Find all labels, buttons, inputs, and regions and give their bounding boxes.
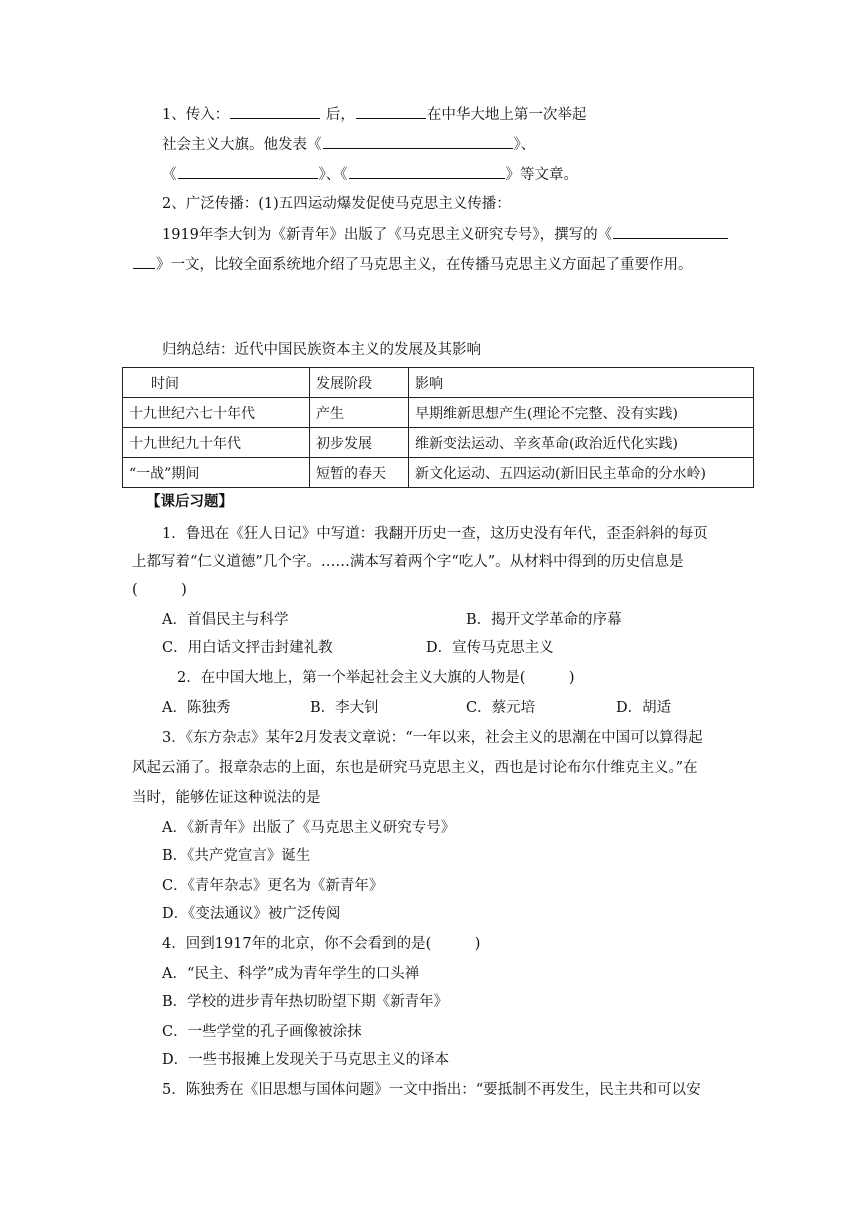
fill-blank: [230, 104, 320, 119]
option-c: C．一些学堂的孔子画像被涂抹: [162, 1024, 362, 1040]
table-header-row: [123, 368, 754, 398]
fill-blank: [323, 134, 513, 149]
table-cell: 短暂的春天: [310, 458, 409, 488]
question-5-line1: 5．陈独秀在《旧思想与国体问题》一文中指出：“要抵制不再发生，民主共和可以安: [162, 1082, 701, 1098]
table-cell: 初步发展: [310, 428, 409, 458]
table-header: 时间: [123, 368, 310, 398]
item1-line2: [162, 134, 535, 155]
option-b: B．《共产党宣言》诞生: [162, 848, 311, 864]
table-row: [123, 458, 754, 488]
text-segment: 社会主义大旗。他发表《: [162, 137, 322, 153]
text-segment: 》、: [513, 137, 536, 153]
fill-blank: [133, 254, 155, 269]
table-cell: 产生: [310, 398, 409, 428]
table-row: [123, 398, 754, 428]
option-d: D．一些书报摊上发现关于马克思主义的译本: [162, 1052, 450, 1068]
item2-line1: 2、广泛传播：(1)五四运动爆发促使马克思主义传播：: [162, 196, 511, 212]
exercises-heading: 【课后习题】: [146, 493, 233, 510]
option-c: C．蔡元培: [466, 700, 536, 716]
question-3-line2: 风起云涌了。报章杂志的上面，东也是研究马克思主义，西也是讨论布尔什维克主义。”在: [132, 760, 698, 776]
table-cell: 新文化运动、五四运动(新旧民主革命的分水岭): [409, 458, 754, 488]
fill-blank: [178, 164, 318, 179]
option-a: A．陈独秀: [162, 700, 231, 716]
item1-line3: [162, 164, 578, 185]
summary-table: [122, 367, 754, 488]
table-cell: 十九世纪九十年代: [123, 428, 310, 458]
fill-blank: [613, 224, 728, 239]
question-1-line1: 1．鲁迅在《狂人日记》中写道：我翻开历史一查，这历史没有年代，歪歪斜斜的每页: [162, 526, 708, 542]
table-row: [123, 428, 754, 458]
option-a: A．“民主、科学”成为青年学生的口头禅: [162, 966, 420, 982]
text-segment: 》等文章。: [505, 167, 578, 183]
question-3-line3: 当时，能够佐证这种说法的是: [132, 790, 321, 806]
option-d: D．宣传马克思主义: [426, 640, 554, 656]
option-c: C．《青年杂志》更名为《新青年》: [162, 878, 384, 894]
question-3-line1: 3．《东方杂志》某年2月发表文章说：“一年以来，社会主义的思潮在中国可以算得起: [162, 730, 703, 746]
table-cell: 十九世纪六七十年代: [123, 398, 310, 428]
option-c: C．用白话文抨击封建礼教: [162, 640, 333, 656]
option-b: B．李大钊: [310, 700, 379, 716]
question-1-line2: 上都写着“仁义道德”几个字。……满本写着两个字“吃人”。从材料中得到的历史信息是: [132, 554, 684, 570]
summary-title: 归纳总结：近代中国民族资本主义的发展及其影响: [162, 342, 481, 358]
option-d: D．胡适: [616, 700, 672, 716]
table-cell: “一战”期间: [123, 458, 310, 488]
text-segment: 后，: [325, 107, 355, 123]
option-a: A．《新青年》出版了《马克思主义研究专号》: [162, 820, 456, 836]
text-segment: 《: [162, 167, 177, 183]
fill-blank: [349, 164, 505, 179]
text-segment: 》一文，比较全面系统地介绍了马克思主义，在传播马克思主义方面起了重要作用。: [156, 257, 693, 273]
item1-line1: [162, 104, 586, 125]
fill-blank: [356, 104, 426, 119]
question-4: 4．回到1917年的北京，你不会看到的是( ): [162, 936, 481, 952]
item2-line3: [132, 254, 693, 275]
table-header: 发展阶段: [310, 368, 409, 398]
option-b: B．学校的进步青年热切盼望下期《新青年》: [162, 994, 449, 1010]
question-1-line3: ( ): [132, 582, 187, 598]
option-d: D．《变法通议》被广泛传阅: [162, 906, 341, 922]
table-header: 影响: [409, 368, 754, 398]
option-a: A．首倡民主与科学: [162, 612, 289, 628]
item1-label: 1、传入：: [162, 107, 230, 123]
table-cell: 维新变法运动、辛亥革命(政治近代化实践): [409, 428, 754, 458]
question-2: 2．在中国大地上，第一个举起社会主义大旗的人物是( ): [177, 670, 575, 686]
option-b: B．揭开文学革命的序幕: [466, 612, 622, 628]
table-cell: 早期维新思想产生(理论不完整、没有实践): [409, 398, 754, 428]
text-segment: 1919年李大钊为《新青年》出版了《马克思主义研究专号》，撰写的《: [162, 227, 613, 243]
text-segment: 》、《: [318, 167, 348, 183]
text-segment: 在中华大地上第一次举起: [426, 107, 587, 123]
item2-line2: [162, 224, 729, 245]
